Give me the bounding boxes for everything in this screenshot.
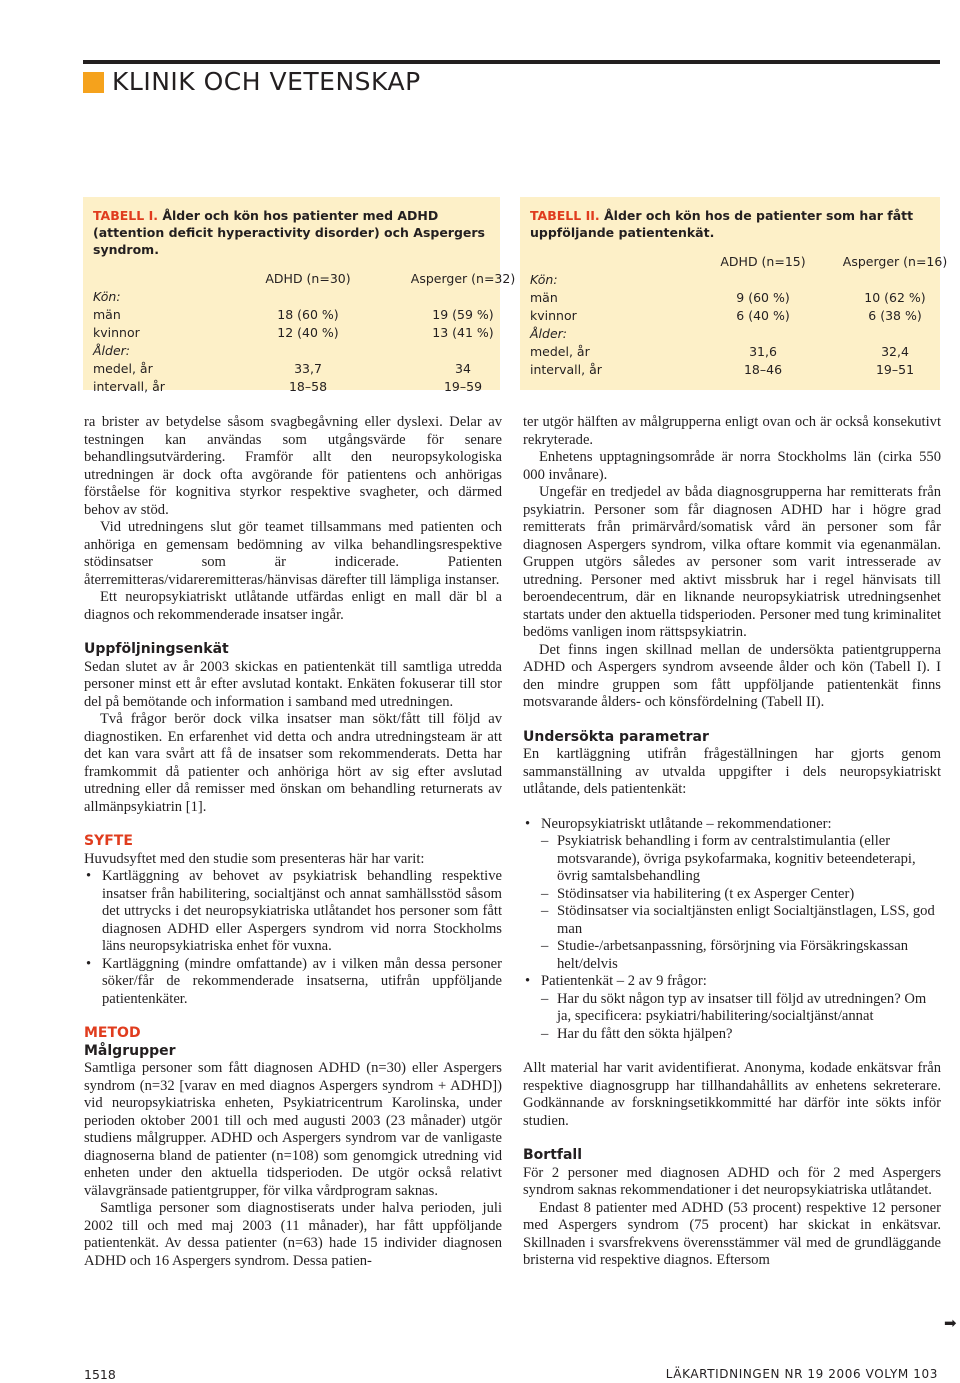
table-2-header-row	[530, 253, 948, 271]
cell: 12 (40 %)	[277, 325, 339, 340]
paragraph: Allt material har varit avidentifierat. Anonyma, kodade enkätsvar från respektive diagnosgrupp har tillhandahållits av enhetens sekreterare. Godkännande av forskningsetikkommitté har därför inte sökts inför studien.	[523, 1060, 941, 1129]
table-1-label: TABELL I.	[93, 208, 158, 223]
dash-icon: –	[541, 903, 549, 919]
heading-malgrupper: Målgrupper	[84, 1042, 176, 1059]
journal-footer: LÄKARTIDNINGEN NR 19 2006 VOLYM 103	[665, 1367, 938, 1381]
row-label: kvinnor	[93, 325, 140, 340]
row-label: medel, år	[93, 361, 153, 376]
row-label: intervall, år	[530, 362, 602, 377]
continue-arrow-icon: ➡	[944, 1314, 957, 1332]
table-row	[93, 306, 494, 324]
table-2-caption	[530, 207, 928, 241]
row-label: Kön:	[93, 289, 121, 304]
heading-undersokta-parametrar: Undersökta parametrar	[523, 728, 709, 745]
sub-item	[523, 833, 941, 886]
row-label: Kön:	[530, 272, 558, 287]
sub-item	[523, 886, 941, 904]
table-row	[530, 271, 928, 289]
dash-icon: –	[541, 938, 549, 954]
paragraph: Två frågor berör dock vilka insatser man sökt/fått till följd av diagnostiken. En erfarenhet vid detta och andra utredningsteam är att det kan vara svårt att få de insatser som rekommenderats. Detta har framkommit då patienter och anhöriga hört av sig efter avslutad utredning eller då remisser med önskan om behandling returnerats av allmänpsykiatrin [1].	[84, 711, 502, 815]
cell: 34	[455, 361, 471, 376]
table-1	[83, 197, 516, 394]
cell: 10 (62 %)	[864, 290, 926, 305]
row-label: män	[93, 307, 121, 322]
cell: 6 (38 %)	[868, 308, 922, 323]
paragraph: Endast 8 patienter med ADHD (53 procent) respektive 12 personer med Aspergers syndrom (75 procent) har skickat in enkätsvar. Skillnaden i svarsfrekvens överensstämmer väl med de grundläggande bristerna vid respektive diagnos. Eftersom	[523, 1199, 941, 1268]
table-1-col-asperger: Asperger (n=32)	[410, 271, 516, 286]
dash-icon: –	[541, 885, 549, 902]
cell: 19–59	[443, 379, 483, 394]
section-title: KLINIK OCH VETENSKAP	[112, 67, 421, 96]
heading-syfte: SYFTE	[84, 833, 133, 849]
list-item-text: Neuropsykiatriskt utlåtande – rekommendationer:	[541, 815, 832, 832]
sub-item-text: Har du sökt någon typ av insatser till följd av utredningen? Om ja, specificera: psykiatri/habilitering/socialtjänst/annat	[557, 990, 927, 1024]
cell: 31,6	[749, 344, 777, 359]
table-1-caption-text: Ålder och kön hos patienter med ADHD (attention deficit hyperactivity disorder) och Aspergers syndrom.	[93, 208, 485, 257]
table-row	[530, 343, 928, 361]
sub-item-text: Studie-/arbetsanpassning, försörjning via Försäkringskassan helt/delvis	[557, 938, 909, 972]
cell: 32,4	[881, 344, 909, 359]
table-2	[520, 197, 948, 390]
cell: 18 (60 %)	[277, 307, 339, 322]
sub-item	[523, 991, 941, 1026]
table-1-caption	[93, 207, 488, 258]
paragraph: Samtliga personer som diagnostiserats under halva perioden, juli 2002 till och med maj 2003 (11 månader), har fått uppföljande patientenkät. Av dessa patienter (n=63) hade 15 individer diagnosen ADHD och 16 Aspergers syndrom. Dessa patien-	[84, 1200, 502, 1269]
paragraph: Enhetens upptagningsområde är norra Stockholms län (cirka 550 000 invånare).	[523, 449, 941, 483]
table-row	[93, 324, 494, 342]
row-label: män	[530, 290, 558, 305]
table-row	[530, 307, 928, 325]
paragraph: En kartläggning utifrån frågeställningen har gjorts genom sammanställning av utvalda uppgifter i dels neuropsykiatriskt utlåtande, dels patientenkät:	[523, 746, 941, 797]
table-row	[93, 288, 488, 306]
paragraph: Sedan slutet av år 2003 skickas en patientenkät till samtliga utredda personer minst ett år efter avslutad kontakt. Enkäten fokuserar till stor del på bemötande och information i samband med utredningen.	[84, 658, 502, 710]
table-1-header-row	[93, 270, 516, 288]
sub-item-text: Stödinsatser via socialtjänsten enligt Socialtjänstlagen, LSS, god man	[557, 903, 935, 937]
table-row	[93, 378, 488, 396]
dash-icon: –	[541, 1025, 549, 1042]
paragraph: För 2 personer med diagnosen ADHD och för 2 med Aspergers syndrom saknas rekommendationer i det neuropsykiatriska utlåtandet.	[523, 1164, 941, 1198]
list-item	[84, 868, 502, 956]
paragraph: ter utgör hälften av målgrupperna enligt ovan och är också konsekutivt rekryterade.	[523, 414, 941, 448]
dash-icon: –	[541, 833, 549, 849]
heading-metod: METOD	[84, 1025, 141, 1041]
heading-bortfall: Bortfall	[523, 1147, 583, 1163]
sub-item-text: Har du fått den sökta hjälpen?	[557, 1025, 733, 1042]
cell: 9 (60 %)	[736, 290, 790, 305]
list-item	[523, 816, 941, 834]
section-marker	[83, 72, 104, 93]
cell: 19–51	[875, 362, 915, 377]
sub-item	[523, 1026, 941, 1044]
table-row	[93, 342, 488, 360]
bullet-icon: •	[86, 955, 92, 972]
cell: 33,7	[294, 361, 322, 376]
sub-item	[523, 938, 941, 973]
paragraph: Det finns ingen skillnad mellan de undersökta patientgrupperna ADHD och Aspergers syndrom avseende ålder och kön (Tabell I). I den mindre gruppen som fått uppföljande patientenkät finns motsvarande ålders- och könsfördelning (Tabell II).	[523, 641, 941, 710]
list-item	[523, 973, 941, 991]
heading-uppfoljningsenkat: Uppföljningsenkät	[84, 641, 229, 657]
left-column	[84, 414, 502, 1270]
paragraph: Huvudsyftet med den studie som presenteras här har varit:	[84, 850, 425, 867]
table-2-col-adhd: ADHD (n=15)	[720, 254, 806, 269]
parameter-list	[523, 816, 941, 1044]
list-item-text: Kartläggning (mindre omfattande) av i vilken mån dessa personer söker/får de rekommenderade insatserna, utifrån uppföljande patientenkäter.	[102, 955, 502, 1007]
table-2-caption-text: Ålder och kön hos de patienter som har fått uppföljande patientenkät.	[530, 208, 914, 240]
table-row	[530, 325, 928, 343]
paragraph: Ett neuropsykiatriskt utlåtande utfärdas enligt en mall där bl a diagnos och rekommenderade insatser ingår.	[84, 589, 502, 623]
row-label: Ålder:	[530, 326, 567, 341]
cell: 19 (59 %)	[432, 307, 494, 322]
header-rule	[83, 60, 940, 64]
row-label: Ålder:	[93, 343, 130, 358]
aim-list	[84, 868, 502, 1008]
sub-item-text: Stödinsatser via habilitering (t ex Asperger Center)	[557, 885, 855, 902]
row-label: kvinnor	[530, 308, 577, 323]
table-2-col-asperger: Asperger (n=16)	[842, 254, 948, 269]
cell: 6 (40 %)	[736, 308, 790, 323]
sub-item	[523, 903, 941, 938]
row-label: intervall, år	[93, 379, 165, 394]
table-1-col-adhd: ADHD (n=30)	[265, 271, 351, 286]
paragraph: ra brister av betydelse såsom svagbegåvning eller dyslexi. Delar av testningen kan användas som utgångsvärde för senare behandlingsutvärdering. Framför allt den neuropsykologiska utredningen är dock ofta avgörande för patientens och anhörigas förståelse för kognitiva styrkor respektive svagheter, och därmed behov av stöd.	[84, 414, 502, 518]
sub-item-text: Psykiatrisk behandling i form av centralstimulantia (eller motsvarande), övriga psykofarmaka, kognitiv beteendeterapi, övrig samtalsbehandling	[557, 833, 916, 884]
bullet-icon: •	[525, 973, 531, 989]
right-column	[523, 414, 941, 1270]
row-label: medel, år	[530, 344, 590, 359]
paragraph: Ungefär en tredjedel av båda diagnosgrupperna har remitterats från psykiatrin. Personer som får diagnosen ADHD har i högre grad remitterats från primärvård/somatisk vård än personer som får diagnosen Aspergers syndrom, vilka oftare kommit via egenanmälan. Gruppen utgörs således av personer som varit intresserade av utredning. Personer med aktivt missbruk har i regel hänvisats till beroendecentrum, där en liknande neuropsykiatrisk utredningsenhet startats under den aktuella tidsperioden. Personer med tung kriminalitet bedöms vanligen inom rättspsykiatrin.	[523, 484, 941, 640]
list-item-text: Patientenkät – 2 av 9 frågor:	[541, 973, 707, 989]
table-row	[530, 289, 928, 307]
cell: 18–46	[743, 362, 783, 377]
table-row	[530, 361, 928, 379]
table-2-label: TABELL II.	[530, 208, 600, 223]
cell: 18–58	[288, 379, 328, 394]
list-item	[84, 956, 502, 1009]
bullet-icon: •	[86, 868, 92, 884]
page-number: 1518	[84, 1367, 116, 1382]
paragraph: Samtliga personer som fått diagnosen ADHD (n=30) eller Aspergers syndrom (n=32 [varav en med diagnos Aspergers syndrom + ADHD]) vid neuropsykiatriska enheten, Psykiatricentrum Karolinska, under perioden oktober 2001 till och med augusti 2003 (23 månader) utgör studiens målgrupper. ADHD och Aspergers syndrom var de vanligaste diagnoserna bland de patienter (n=108) som genomgick utredning vid enheten under den aktuella tidsperioden. De utgör också relativt välavgränsade patientgrupper, för vilka vårdprogram saknas.	[84, 1060, 502, 1199]
dash-icon: –	[541, 990, 549, 1007]
list-item-text: Kartläggning av behovet av psykiatrisk behandling respektive insatser från habilitering, socialtjänst och annat samhällsstöd såsom det uttrycks i det neuropsykiatriska utlåtandet hos personer som fått diagnosen ADHD eller Aspergers syndrom vid norra Stockholms läns neuropsykiatriska enhet för vuxna.	[102, 868, 502, 954]
bullet-icon: •	[525, 815, 531, 832]
table-row	[93, 360, 488, 378]
cell: 13 (41 %)	[432, 325, 494, 340]
paragraph: Vid utredningens slut gör teamet tillsammans med patienten och anhöriga en gemensam bedömning av vilka behandlingsrespektive stödinsatser som är indicerade. Patienten återremitteras/vidareremitteras/hänvisas därefter till lämpliga instanser.	[84, 519, 502, 588]
